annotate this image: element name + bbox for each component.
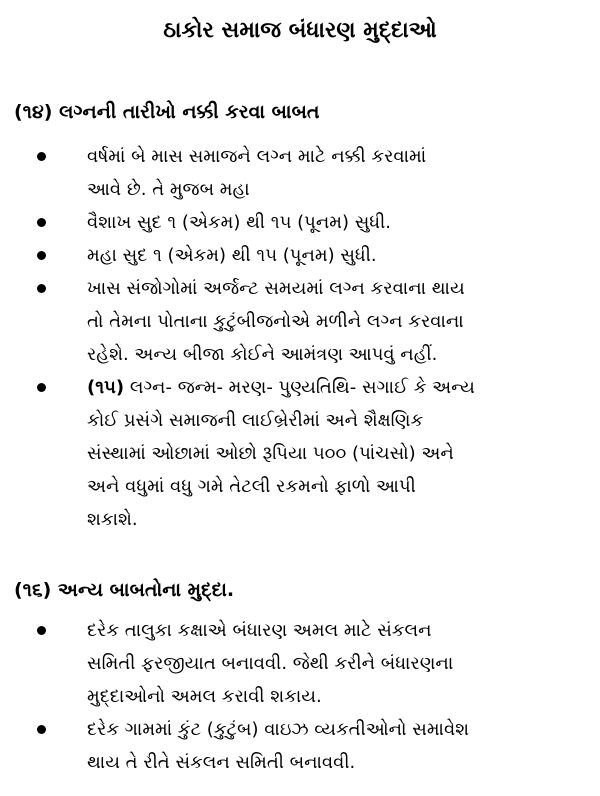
text-line: રહેશે. અન્ય બીજા કોઈને આમંત્રણ આપવું નહીં. — [87, 344, 438, 365]
text-line: અને વધુમાં વધુ ગમે તેટલી રકમનો ફાળો આપી — [87, 476, 416, 497]
bullet-icon — [37, 218, 46, 227]
bullet-icon — [37, 284, 46, 293]
bullet-icon — [37, 725, 46, 734]
section-15-number: (૧૫) — [87, 377, 125, 398]
section-14-heading: (૧૪) લગ્નની તારીખો નક્કી કરવા બાબત — [14, 101, 320, 123]
text-line: દરેક ગામમાં કુંટ (કુટુંબ) વાઇઝ વ્યકતીઓનો સમાવેશ — [87, 719, 470, 740]
list-item — [0, 140, 600, 206]
bullet-icon — [37, 251, 46, 260]
text-line: મહા સુદ ૧ (એકમ) થી ૧૫ (પૂનમ) સુધી. — [87, 245, 377, 266]
text-line: સમિતી ફરજીયાત બનાવવી. જેથી કરીને બંધારણના — [87, 653, 454, 674]
section-14-list — [0, 140, 600, 536]
text-line — [87, 371, 590, 404]
text-line: મુદ્દાઓનો અમલ કરાવી શકાય. — [87, 686, 322, 707]
list-item — [0, 239, 600, 272]
list-item — [0, 713, 600, 779]
list-item — [0, 206, 600, 239]
text-line: કોઈ પ્રસંગે સમાજની લાઈબ્રેરીમાં અને શૈક્ષણિક — [87, 410, 424, 431]
text-line: દરેક તાલુકા કક્ષાએ બંધારણ અમલ માટે સંકલન — [87, 620, 432, 641]
text-line: શકાશે. — [87, 509, 138, 530]
list-item — [0, 614, 600, 713]
list-item — [0, 272, 600, 371]
bullet-icon — [37, 383, 46, 392]
section-16-list — [0, 614, 600, 779]
text-line: તો તેમના પોતાના કુટુંબીજનોએ મળીને લગ્ન કરવાના — [87, 311, 464, 332]
list-item — [0, 371, 600, 536]
text-fragment: લગ્ન- જન્મ- મરણ- પુણ્યતિથિ- સગાઈ કે અન્ય — [124, 377, 475, 398]
bullet-icon — [37, 152, 46, 161]
text-line: વૈશાખ સુદ ૧ (એકમ) થી ૧૫ (પૂનમ) સુધી. — [87, 212, 391, 233]
text-line: આવે છે. તે મુજબ મહા — [87, 179, 250, 200]
text-line: સંસ્થામાં ઓછામાં ઓછો રૂપિયા ૫૦૦ (પાંચસો) અને — [87, 443, 454, 464]
text-line: થાય તે રીતે સંકલન સમિતી બનાવવી. — [87, 752, 356, 773]
text-line: વર્ષમાં બે માસ સમાજને લગ્ન માટે નક્કી કરવામાં — [87, 146, 427, 167]
text-line: ખાસ સંજોગોમાં અર્જન્ટ સમયમાં લગ્ન કરવાના થાય — [87, 278, 465, 299]
bullet-icon — [37, 626, 46, 635]
section-16-heading: (૧૬) અન્ય બાબતોના મુદ્દા. — [14, 579, 235, 601]
document-title: ઠાકોર સમાજ બંધારણ મુદ્દાઓ — [163, 18, 437, 43]
